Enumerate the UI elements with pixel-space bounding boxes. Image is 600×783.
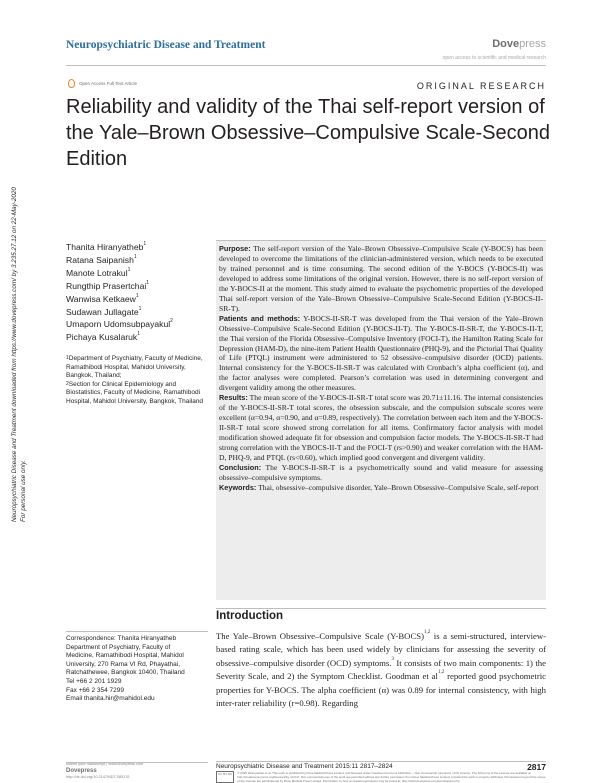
page-number: 2817 bbox=[527, 762, 546, 772]
open-access-text: Open Access Full Text Article bbox=[79, 81, 137, 86]
abstract-text: Y-BOCS-II-SR-T was developed from the Thai version of the Yale–Brown Obsessive–Compulsive Scale-Second Edition (Y-BOCS-II-T). The Y-BOCS-II-SR-T, the Y-BOCS-II-T, the Thai version of the Florida Obsessive–Compulsive Inventory (FOCI-T), the Hamilton Rating Scale for Depression (HAM-D), the nine-item Patient Health Questionnaire (PHQ-9), and the Pictorial Thai Quality of Life (PTQL) instrument were administered to 52 obsessive–compulsive disorder (OCD) patients. Internal consistency for the Y-BOCS-II-SR-T was calculated with Cronbach’s alpha coefficient (α), and the factor analyses were completed. Pearson’s correlation was used in determining convergent and divergent validity among the other measures. bbox=[219, 313, 544, 393]
open-access-label bbox=[68, 79, 137, 88]
abstract-text: The Y-BOCS-II-SR-T is a psychometrically sound and valid measure for assessing obsessive–compulsive symptoms. bbox=[219, 462, 544, 482]
author bbox=[66, 318, 206, 331]
abstract-methods bbox=[219, 314, 543, 394]
abstract-purpose bbox=[219, 244, 543, 314]
abstract-results bbox=[219, 393, 543, 463]
author bbox=[66, 331, 206, 344]
correspondence-line: Fax +66 2 354 7299 bbox=[66, 686, 125, 694]
publisher-tagline: open access to scientific and medical research bbox=[442, 55, 546, 61]
publisher-logo-light: press bbox=[519, 38, 546, 50]
abstract-label: Keywords: bbox=[219, 482, 257, 492]
author-affil-mark: 1 bbox=[143, 241, 147, 247]
section-heading: Introduction bbox=[216, 610, 284, 622]
affiliation-text: Section for Clinical Epidemiology and Biostatistics, Faculty of Medicine, Ramathibodi Hospital, Mahidol University, Bangkok, Thailand bbox=[66, 380, 204, 405]
submit-link[interactable]: submit your manuscript | www.dovepress.com bbox=[66, 762, 144, 766]
abstract-text: Thai, obsessive–compulsive disorder, Yale–Brown Obsessive–Compulsive Scale, self-report bbox=[258, 482, 539, 492]
download-note bbox=[10, 22, 28, 522]
author-name: Thanita Hiranyatheb bbox=[66, 242, 144, 252]
abstract-box bbox=[216, 240, 546, 600]
journal-name: Neuropsychiatric Disease and Treatment bbox=[66, 39, 266, 51]
correspondence-line: Tel +66 2 201 1929 bbox=[66, 677, 122, 685]
author-affil-mark: 1 bbox=[146, 279, 150, 286]
cc-license-icon: CC BY-NC bbox=[216, 771, 234, 783]
author-name: Wanwisa Ketkaew bbox=[66, 293, 136, 304]
abstract-text: The mean score of the Y-BOCS-II-SR-T total score was 20.71±11.16. The internal consistencies of the Y-BOCS-II-SR-T total scores, the obsession subscale, and the compulsion subscale scores were excellent (α=0.94, α=0.90, and α=0.89, respectively). The correlation between each item and the Y-BOCS-II-SR-T total score showed strong correlation for all items. Confirmatory factor analysis with model modification showed adequate fit for obsession and compulsion factor models. The Y-BOCS-II-SR-T had strong correlation with the YBOCS-II-T and the FOCI-T (rs>0.90) and weaker correlation with the HAM-D, PHQ-9, and PTQL (rs<0.60), which implied good convergent and divergent validity. bbox=[219, 393, 543, 463]
author-name: Rungthip Prasertchai bbox=[66, 280, 147, 291]
citation-ref[interactable]: 1,2 bbox=[437, 670, 445, 676]
doi-link[interactable]: http://dx.doi.org/10.2147/NDT.S85176 bbox=[66, 775, 130, 779]
author bbox=[66, 267, 206, 280]
abstract-label: Conclusion: bbox=[219, 462, 262, 472]
download-note-line1: Neuropsychiatric Disease and Treatment downloaded from https://www.dovepress.com/ by 3.235.27.12 on 22-May-2020 bbox=[11, 187, 18, 522]
citation-ref[interactable]: 3 bbox=[391, 656, 394, 662]
abstract-text: The self-report version of the Yale–Brown Obsessive–Compulsive Scale (Y-BOCS) has been developed to overcome the limitations of the clinician-administered version, which needs to be executed by trained personnel and is time consuming. The second edition of the Y-BOCS (Y-BOCS-II) was developed to address some limitations of the original version. However, there is no self-report version of the Y-BOCS-II at the moment. This study aimed to evaluate the psychometric properties of the developed Thai self-report version of the Yale–Brown Obsessive–Compulsive Scale-Second Edition (Y-BOCS-II-SR-T). bbox=[219, 244, 543, 313]
abstract-label: Patients and methods: bbox=[219, 313, 301, 323]
publisher-logo bbox=[492, 38, 546, 50]
intro-text: is a semi-structured, interview-based rating scale, which has been used widely by clinicians for assessing the severity of obsessive–compulsive disorder (OCD) symptoms. bbox=[216, 631, 547, 668]
affiliations bbox=[66, 355, 208, 407]
footer-left bbox=[66, 761, 208, 780]
author bbox=[66, 293, 206, 306]
author-name: Sudawan Jullagate bbox=[66, 306, 139, 317]
correspondence-email[interactable]: Email thanita.hir@mahidol.edu bbox=[66, 695, 155, 703]
author-list bbox=[66, 241, 206, 344]
header-divider bbox=[66, 65, 546, 66]
author bbox=[66, 241, 206, 254]
author-name: Pichaya Kusalaruk bbox=[66, 332, 138, 343]
author bbox=[66, 280, 206, 293]
intro-text: It consists of two main components: 1) the Severity Scale, and 2) the Symptom Checklist. Goodman et al bbox=[216, 657, 546, 682]
author-affil-mark: 1 bbox=[135, 292, 139, 299]
correspondence-line: University, 270 Rama VI Rd, Phayathai, bbox=[66, 660, 181, 668]
abstract-label: Purpose: bbox=[219, 244, 251, 253]
correspondence bbox=[66, 631, 208, 704]
affiliation-mark: 1 bbox=[66, 355, 69, 361]
footer-publisher: Dovepress bbox=[66, 768, 97, 774]
publisher-logo-bold: Dove bbox=[492, 38, 520, 50]
open-access-lock-icon bbox=[68, 79, 75, 88]
affiliation bbox=[66, 355, 208, 381]
intro-text: reported good psychometric properties for Y-BOCS. The alpha coefficient (α) was 0.89 for internal consistency, with high inter-rater reliability (r=0.98). Regarding bbox=[216, 671, 546, 709]
author bbox=[66, 306, 206, 319]
correspondence-line: Correspondence: Thanita Hiranyatheb bbox=[66, 635, 177, 642]
intro-paragraph bbox=[216, 630, 546, 710]
citation-ref[interactable]: 1,2 bbox=[423, 630, 431, 635]
article-type: ORIGINAL RESEARCH bbox=[416, 81, 546, 91]
license-text: © 2015 Hiranyatheb et al. This work is published by Dove Medical Press Limited, and licensed under Creative Commons Attribution – Non Commercial (unported, v3.0) License. The full terms of the License are available at http://creativecommons.org/licenses/by-nc/3.0/. Non-commercial uses of the work are permitted without any further permission from Dove Medical Press Limited, provided the work is properly attributed. Permissions beyond the scope of the License are administered by Dove Medical Press Limited. Information on how to request permission may be found at: http://www.dovepress.com/permissions.php bbox=[237, 771, 546, 783]
correspondence-line: Department of Psychiatry, Faculty of bbox=[66, 643, 171, 651]
correspondence-line: Ratchathewee, Bangkok 10400, Thailand bbox=[66, 669, 185, 677]
author-affil-mark: 2 bbox=[170, 318, 173, 325]
author-name: Manote Lotrakul bbox=[66, 267, 128, 278]
download-note-line2: For personal use only. bbox=[20, 460, 27, 522]
intro-divider bbox=[216, 608, 546, 609]
footer-divider-right bbox=[216, 761, 546, 762]
author-affil-mark: 1 bbox=[133, 253, 137, 260]
author-affil-mark: 1 bbox=[127, 266, 131, 273]
author-affil-mark: 1 bbox=[138, 305, 142, 312]
correspondence-line: Medicine, Ramathibodi Hospital, Mahidol bbox=[66, 652, 184, 660]
author bbox=[66, 254, 206, 267]
author-name: Umaporn Udomsubpayakul bbox=[66, 319, 171, 330]
abstract-label: Results: bbox=[219, 393, 248, 403]
license-block bbox=[216, 771, 546, 783]
article-title: Reliability and validity of the Thai self-report version of the Yale–Brown Obsessive–Compulsive Scale-Second Edition bbox=[66, 96, 550, 170]
affiliation-text: Department of Psychiatry, Faculty of Medicine, Ramathibodi Hospital, Mahidol University, Bangkok, Thailand; bbox=[66, 355, 203, 380]
author-name: Ratana Saipanish bbox=[66, 254, 134, 265]
abstract-conclusion bbox=[219, 463, 543, 483]
footer-journal-citation: Neuropsychiatric Disease and Treatment 2015:11 2817–2824 bbox=[216, 763, 393, 770]
affiliation-mark: 2 bbox=[66, 380, 69, 387]
abstract-keywords bbox=[219, 483, 543, 493]
intro-text: The Yale–Brown Obsessive–Compulsive Scale (Y-BOCS) bbox=[216, 631, 424, 641]
affiliation bbox=[66, 381, 208, 407]
author-affil-mark: 1 bbox=[137, 331, 140, 338]
